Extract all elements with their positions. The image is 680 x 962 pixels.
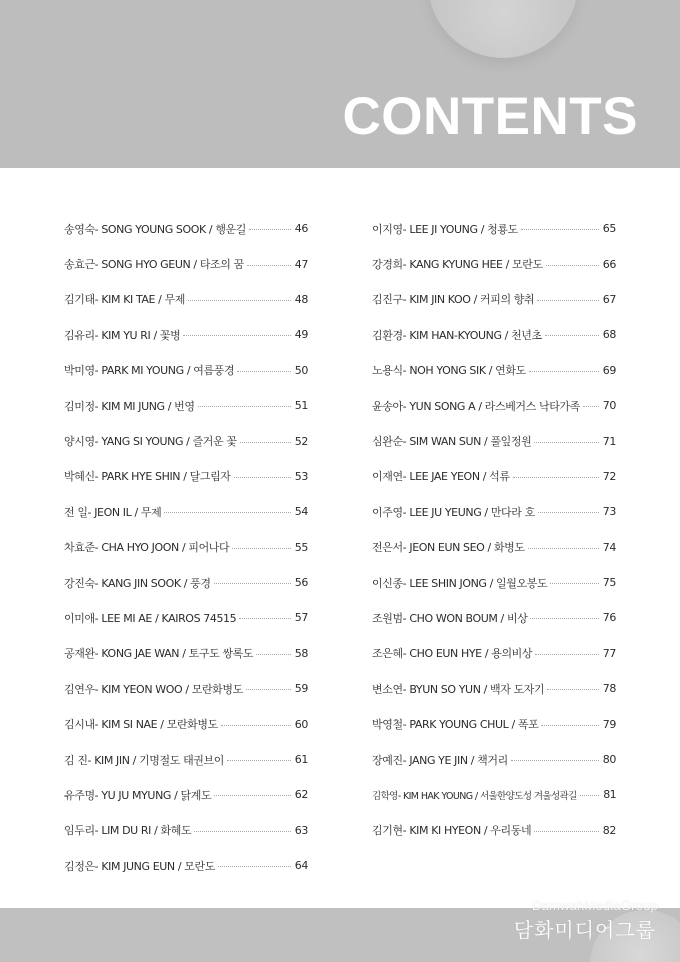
toc-right-column bbox=[372, 211, 616, 848]
toc-entry-page-number: 55 bbox=[294, 540, 308, 554]
toc-entry-page-number: 74 bbox=[602, 540, 616, 554]
toc-entry[interactable] bbox=[372, 600, 616, 635]
publisher-name-en: DamwahMediaGroup bbox=[531, 898, 658, 913]
toc-entry-page-number: 70 bbox=[602, 399, 616, 413]
toc-entry-page-number: 50 bbox=[294, 363, 308, 377]
toc-entry-page-number: 77 bbox=[602, 646, 616, 660]
dot-leader bbox=[232, 548, 291, 549]
toc-entry-title: 송영숙- SONG YOUNG SOOK / 행운길 bbox=[64, 222, 246, 236]
page-title: CONTENTS bbox=[342, 87, 638, 146]
toc-left-column bbox=[64, 211, 308, 883]
toc-entry[interactable] bbox=[64, 742, 308, 777]
toc-entry-title: 김시내- KIM SI NAE / 모란화병도 bbox=[64, 718, 218, 732]
toc-entry[interactable] bbox=[64, 530, 308, 565]
dot-leader bbox=[183, 335, 291, 336]
toc-entry-page-number: 59 bbox=[294, 682, 308, 696]
toc-entry[interactable] bbox=[64, 706, 308, 741]
toc-entry[interactable] bbox=[372, 813, 616, 848]
dot-leader bbox=[188, 300, 291, 301]
toc-entry-page-number: 69 bbox=[602, 363, 616, 377]
toc-entry-title: 김진구- KIM JIN KOO / 커피의 향취 bbox=[372, 293, 535, 307]
toc-entry-page-number: 75 bbox=[602, 576, 616, 590]
toc-entry[interactable] bbox=[64, 671, 308, 706]
toc-entry[interactable] bbox=[372, 494, 616, 529]
toc-entry-title: 박혜신- PARK HYE SHIN / 달그림자 bbox=[64, 470, 231, 484]
toc-entry-title: 장예진- JANG YE JIN / 책거리 bbox=[372, 753, 508, 767]
dot-leader bbox=[214, 795, 291, 796]
dot-leader bbox=[534, 442, 599, 443]
toc-entry-title: 조원범- CHO WON BOUM / 비상 bbox=[372, 611, 528, 625]
toc-entry[interactable] bbox=[372, 706, 616, 741]
dot-leader bbox=[546, 265, 599, 266]
toc-entry-page-number: 61 bbox=[294, 753, 308, 767]
toc-entry-title: 박미영- PARK MI YOUNG / 여름풍경 bbox=[64, 364, 235, 378]
toc-entry[interactable] bbox=[64, 459, 308, 494]
dot-leader bbox=[545, 335, 599, 336]
dot-leader bbox=[198, 406, 291, 407]
dot-leader bbox=[256, 654, 291, 655]
toc-entry[interactable] bbox=[372, 459, 616, 494]
toc-entry-page-number: 78 bbox=[602, 682, 616, 696]
toc-entry-title: 송효근- SONG HYO GEUN / 타조의 꿈 bbox=[64, 258, 244, 272]
toc-entry[interactable] bbox=[372, 246, 616, 281]
dot-leader bbox=[513, 477, 599, 478]
dot-leader bbox=[214, 583, 291, 584]
dot-leader bbox=[249, 229, 291, 230]
toc-entry-page-number: 46 bbox=[294, 222, 308, 236]
toc-entry[interactable] bbox=[372, 777, 616, 812]
toc-entry-title: 이재연- LEE JAE YEON / 석류 bbox=[372, 470, 510, 484]
toc-entry[interactable] bbox=[64, 494, 308, 529]
toc-entry-page-number: 47 bbox=[294, 257, 308, 271]
dot-leader bbox=[547, 689, 599, 690]
dot-leader bbox=[550, 583, 599, 584]
toc-entry-page-number: 57 bbox=[294, 611, 308, 625]
dot-leader bbox=[529, 371, 599, 372]
toc-entry-page-number: 63 bbox=[294, 823, 308, 837]
toc-entry-title: 김 진- KIM JIN / 기명절도 태권브이 bbox=[64, 753, 224, 767]
toc-entry[interactable] bbox=[372, 282, 616, 317]
toc-entry[interactable] bbox=[372, 742, 616, 777]
toc-entry-page-number: 72 bbox=[602, 469, 616, 483]
toc-entry-title: 김유리- KIM YU RI / 꽃병 bbox=[64, 328, 181, 342]
toc-entry-page-number: 65 bbox=[602, 222, 616, 236]
toc-entry[interactable] bbox=[64, 246, 308, 281]
toc-entry-page-number: 62 bbox=[294, 788, 308, 802]
dot-leader bbox=[583, 406, 599, 407]
toc-entry-title: 조은혜- CHO EUN HYE / 용의비상 bbox=[372, 647, 533, 661]
toc-entry-page-number: 66 bbox=[602, 257, 616, 271]
dot-leader bbox=[528, 548, 599, 549]
dot-leader bbox=[535, 654, 599, 655]
dot-leader bbox=[221, 725, 291, 726]
toc-entry-title: 김기태- KIM KI TAE / 무제 bbox=[64, 293, 186, 307]
publisher-name-ko: 담화미디어그룹 bbox=[513, 918, 656, 942]
toc-entry-title: 이신종- LEE SHIN JONG / 일월오봉도 bbox=[372, 576, 548, 590]
toc-entry-page-number: 67 bbox=[602, 292, 616, 306]
toc-entry-page-number: 58 bbox=[294, 646, 308, 660]
toc-entry[interactable] bbox=[372, 423, 616, 458]
toc-entry[interactable] bbox=[64, 813, 308, 848]
toc-entry-title: 노용식- NOH YONG SIK / 연화도 bbox=[372, 364, 526, 378]
toc-entry-title: 강진숙- KANG JIN SOOK / 풍경 bbox=[64, 576, 211, 590]
toc-entry-title: 차효준- CHA HYO JOON / 피어나다 bbox=[64, 541, 230, 555]
toc-entry-page-number: 71 bbox=[602, 434, 616, 448]
toc-entry-title: 강경희- KANG KYUNG HEE / 모란도 bbox=[372, 258, 543, 272]
toc-entry-page-number: 53 bbox=[294, 469, 308, 483]
dot-leader bbox=[511, 760, 599, 761]
toc-entry-title: 임두리- LIM DU RI / 화혜도 bbox=[64, 824, 192, 838]
toc-entry-title: 양시영- YANG SI YOUNG / 즐거운 꽃 bbox=[64, 435, 237, 449]
dot-leader bbox=[521, 229, 599, 230]
toc-entry-title: 김연우- KIM YEON WOO / 모란화병도 bbox=[64, 682, 243, 696]
dot-leader bbox=[247, 265, 291, 266]
toc-entry-title: 변소연- BYUN SO YUN / 백자 도자기 bbox=[372, 682, 545, 696]
dot-leader bbox=[194, 831, 291, 832]
toc-entry-title: 유주명- YU JU MYUNG / 닭계도 bbox=[64, 788, 212, 802]
toc-entry[interactable] bbox=[64, 388, 308, 423]
dot-leader bbox=[240, 442, 291, 443]
toc-entry[interactable] bbox=[372, 317, 616, 352]
toc-entry-page-number: 52 bbox=[294, 434, 308, 448]
dot-leader bbox=[164, 512, 291, 513]
toc-entry-title: 김기현- KIM KI HYEON / 우리동네 bbox=[372, 824, 532, 838]
dot-leader bbox=[218, 866, 291, 867]
toc-entry[interactable] bbox=[372, 565, 616, 600]
dot-leader bbox=[580, 795, 599, 796]
toc-entry[interactable] bbox=[64, 423, 308, 458]
dot-leader bbox=[237, 371, 291, 372]
toc-entry-title: 이지영- LEE JI YOUNG / 청룡도 bbox=[372, 222, 518, 236]
dot-leader bbox=[538, 512, 599, 513]
toc-entry[interactable] bbox=[372, 636, 616, 671]
toc-entry-page-number: 48 bbox=[294, 292, 308, 306]
toc-entry-title: 박영철- PARK YOUNG CHUL / 폭포 bbox=[372, 718, 539, 732]
dot-leader bbox=[234, 477, 291, 478]
toc-entry[interactable] bbox=[372, 388, 616, 423]
toc-entry-title: 공재완- KONG JAE WAN / 토구도 쌍록도 bbox=[64, 647, 254, 661]
toc-entry-page-number: 76 bbox=[602, 611, 616, 625]
toc-entry-title: 전은서- JEON EUN SEO / 화병도 bbox=[372, 541, 525, 555]
toc-entry-title: 김정은- KIM JUNG EUN / 모란도 bbox=[64, 859, 215, 873]
dot-leader bbox=[541, 725, 599, 726]
toc-entry-page-number: 60 bbox=[294, 717, 308, 731]
toc-entry[interactable] bbox=[372, 671, 616, 706]
dot-leader bbox=[530, 618, 599, 619]
toc-entry-page-number: 79 bbox=[602, 717, 616, 731]
toc-entry-title: 김미정- KIM MI JUNG / 번영 bbox=[64, 399, 195, 413]
toc-entry-page-number: 80 bbox=[602, 753, 616, 767]
toc-entry[interactable] bbox=[64, 211, 308, 246]
toc-entry[interactable] bbox=[64, 565, 308, 600]
toc-entry[interactable] bbox=[64, 848, 308, 883]
toc-entry[interactable] bbox=[64, 353, 308, 388]
toc-entry[interactable] bbox=[372, 211, 616, 246]
toc-entry[interactable] bbox=[372, 530, 616, 565]
toc-entry-page-number: 56 bbox=[294, 576, 308, 590]
toc-entry-title: 심완순- SIM WAN SUN / 풀잎정원 bbox=[372, 435, 532, 449]
toc-entry-page-number: 51 bbox=[294, 399, 308, 413]
toc-entry[interactable] bbox=[64, 317, 308, 352]
toc-entry[interactable] bbox=[64, 777, 308, 812]
toc-entry-page-number: 64 bbox=[294, 859, 308, 873]
toc-entry[interactable] bbox=[64, 282, 308, 317]
dot-leader bbox=[537, 300, 599, 301]
toc-entry-page-number: 81 bbox=[603, 788, 616, 802]
toc-entry[interactable] bbox=[64, 600, 308, 635]
dot-leader bbox=[239, 618, 291, 619]
decorative-sphere bbox=[428, 0, 578, 58]
toc-entry-title: 이주영- LEE JU YEUNG / 만다라 호 bbox=[372, 505, 535, 519]
toc-entry-title: 전 일- JEON IL / 무제 bbox=[64, 505, 162, 519]
toc-entry-title: 윤송아- YUN SONG A / 라스베거스 낙타가족 bbox=[372, 399, 580, 413]
toc-entry-title: 김환경- KIM HAN-KYOUNG / 천년초 bbox=[372, 328, 542, 342]
toc-entry-title: 이미애- LEE MI AE / KAIROS 74515 bbox=[64, 611, 237, 625]
toc-entry-page-number: 49 bbox=[294, 328, 308, 342]
toc-entry-page-number: 82 bbox=[602, 823, 616, 837]
dot-leader bbox=[534, 831, 599, 832]
dot-leader bbox=[246, 689, 291, 690]
toc-entry-title: 김학영- KIM HAK YOUNG / 서울한양도성 겨울성곽길 bbox=[372, 790, 577, 802]
toc-entry-page-number: 73 bbox=[602, 505, 616, 519]
dot-leader bbox=[227, 760, 291, 761]
toc-entry-page-number: 54 bbox=[294, 505, 308, 519]
toc-entry[interactable] bbox=[372, 353, 616, 388]
toc-entry[interactable] bbox=[64, 636, 308, 671]
toc-entry-page-number: 68 bbox=[602, 328, 616, 342]
header-banner bbox=[0, 0, 680, 168]
